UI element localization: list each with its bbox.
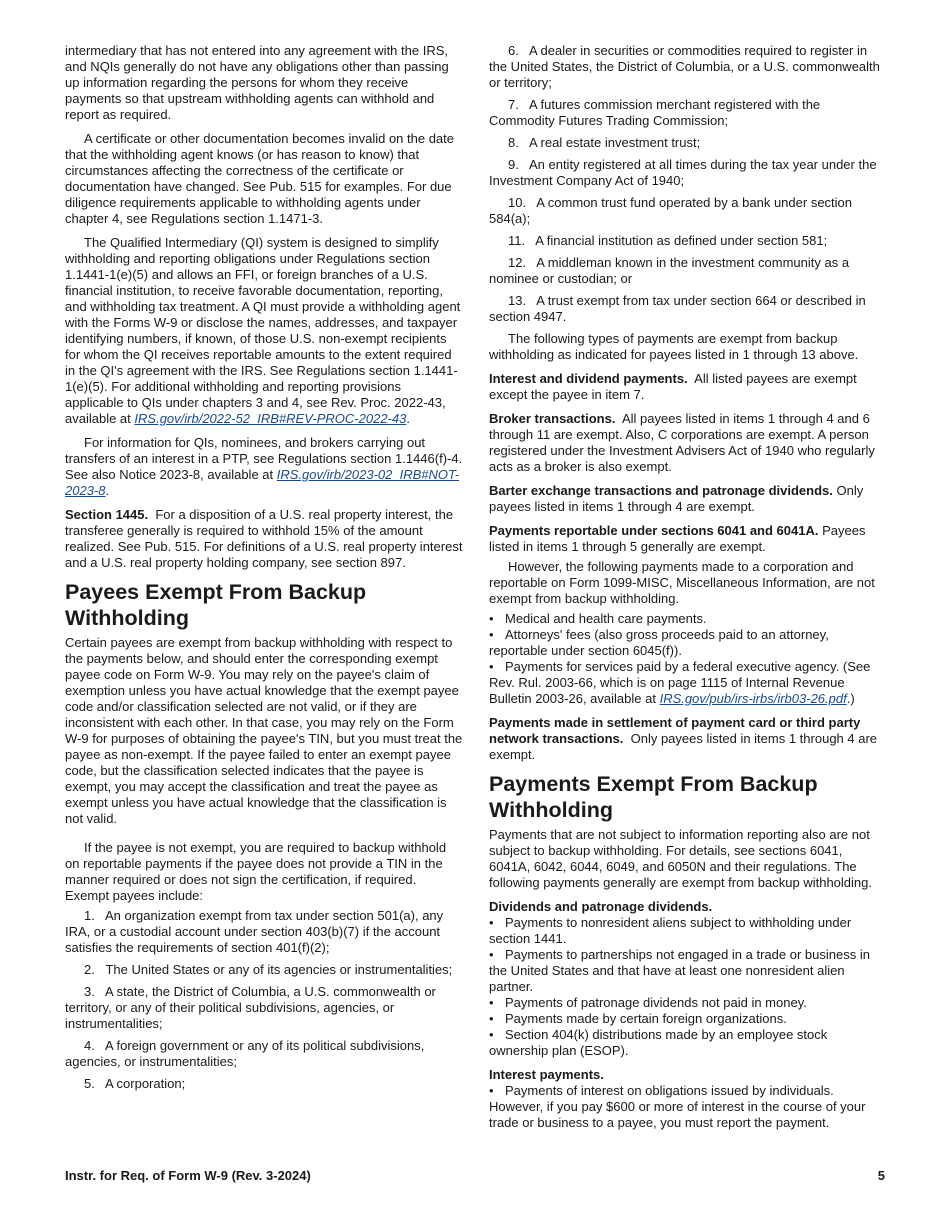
- item-text: A futures commission merchant registered with the Commodity Futures Trading Commission;: [489, 97, 821, 128]
- bullet-text: Medical and health care payments.: [505, 611, 707, 626]
- bullet-item: [489, 1027, 885, 1059]
- rev-proc-link[interactable]: IRS.gov/irb/2022-52_IRB#REV-PROC-2022-43: [134, 411, 407, 426]
- paragraph: The Qualified Intermediary (QI) system is designed to simplify withholding and reporting obligations under Regulations section 1.1441-1(e)(5) and allows an FFI, or foreign branches of a U.S. financial institution, to receive favorable documentation, reporting, and withholding tax treatment. A QI must provide a withholding agent with the Forms W-9 or disclose the names, addresses, and taxpayer identifying numbers, if known, of those U.S. non-exempt recipients for whom the QI receives reportable amounts to the extent required in the QI's agreement with the IRS. See Regulations section 1.1441-1(e)(5). For additional withholding and reporting provisions applicable to QIs under chapters 3 and 4, see Rev. Proc. 2022-43, available at IRS.gov/irb/2022-52_IRB#REV-PROC-2022-43.: [65, 235, 461, 426]
- bullet-text-close: .): [846, 691, 855, 706]
- payment-card-paragraph: [489, 715, 885, 763]
- paragraph: For information for QIs, nominees, and brokers carrying out transfers of an interest in a PTP, see Regulations section 1.1446(f)-4. See also Notice 2023-8, available at IRS.gov/irb/2023-02_IRB#NOT-2023-8.: [65, 435, 463, 498]
- bullet-icon: •: [489, 1027, 494, 1042]
- item-text: A corporation;: [104, 1076, 186, 1091]
- item-number: 8.: [508, 135, 519, 150]
- bullet-item: [489, 1083, 885, 1131]
- bullet-icon: •: [489, 947, 494, 962]
- bullet-item: [489, 947, 885, 995]
- list-item: [489, 97, 885, 129]
- paragraph-text: For information for QIs, nominees, and brokers carrying out transfers of an interest in a PTP, see Regulations section 1.1446(f)-4. See also Notice 2023-8, available at: [65, 435, 463, 482]
- bullet-icon: •: [489, 627, 494, 642]
- item-number: 10.: [508, 195, 527, 210]
- bullet-text: Payments of interest on obligations issued by individuals. However, if you pay $600 or more of interest in the course of your trade or business to a payee, you must report the payment.: [489, 1083, 866, 1130]
- paragraph-text: All payees listed in items 1 through 4 and 6 through 11 are exempt. Also, C corporations are exempt. A person registered under the Investment Advisers Act of 1940 who regularly acts as a broker is also exempt.: [489, 411, 875, 474]
- section-1445-paragraph: [65, 507, 463, 571]
- bullet-item: [489, 611, 885, 627]
- section-6041-paragraph: [489, 523, 885, 555]
- item-number: 13.: [508, 293, 527, 308]
- item-text: A trust exempt from tax under section 664 or described in section 4947.: [489, 293, 866, 324]
- list-item: [65, 1038, 463, 1070]
- broker-paragraph: [489, 411, 885, 475]
- run-in-heading: Barter exchange transactions and patronage dividends.: [489, 483, 833, 498]
- item-number: 3.: [84, 984, 95, 999]
- item-text: A real estate investment trust;: [528, 135, 701, 150]
- item-text: An organization exempt from tax under section 501(a), any IRA, or a custodial account under section 403(b)(7) if the account satisfies the requirements of section 401(f)(2);: [65, 908, 444, 955]
- item-text: A dealer in securities or commodities required to register in the United States, the District of Columbia, or a U.S. commonwealth or territory;: [489, 43, 880, 90]
- paragraph: Certain payees are exempt from backup withholding with respect to the payments below, and should enter the corresponding exempt payee code on Form W-9. You may rely on the payee's claim of exemption unless you have actual knowledge that the exempt payee code and/or classification selected are not valid, or if they are inconsistent with each other. In that case, you may rely on the Form W-9 for purposes of obtaining the payee's TIN, but you must treat the payee as non-exempt. If the payee failed to enter an exempt payee code, but the classification selected indicates that the payee is exempt, you may accept the classification and treat the payee as exempt unless you have actual knowledge that the classification is not valid.: [65, 635, 463, 826]
- list-item: [489, 233, 885, 249]
- bullet-icon: •: [489, 1011, 494, 1026]
- item-text: A common trust fund operated by a bank under section 584(a);: [489, 195, 853, 226]
- paragraph: Payments that are not subject to information reporting also are not subject to backup withholding. For details, see sections 6041, 6041A, 6042, 6044, 6049, and 6050N and their regulations. The following payments generally are exempt from backup withholding.: [489, 827, 872, 890]
- list-item: [489, 43, 885, 91]
- paragraph-text: Only payees listed in items 1 through 4 are exempt.: [489, 483, 864, 514]
- paragraph: However, the following payments made to a corporation and reportable on Form 1099-MISC, Miscellaneous Information, are not exempt from backup withholding.: [489, 559, 875, 606]
- list-item: [65, 984, 463, 1032]
- item-number: 2.: [84, 962, 95, 977]
- bullet-icon: •: [489, 659, 494, 674]
- paragraph: intermediary that has not entered into any agreement with the IRS, and NQIs generally do not have any obligations other than passing up information regarding the persons for whom they receive payments so that upstream withholding agents can withhold and report as required.: [65, 43, 449, 122]
- item-number: 12.: [508, 255, 527, 270]
- item-number: 9.: [508, 157, 519, 172]
- item-number: 6.: [508, 43, 519, 58]
- item-number: 5.: [84, 1076, 95, 1091]
- list-item: [65, 1076, 463, 1092]
- list-item: [489, 255, 885, 287]
- exempt-payee-list: [65, 908, 463, 1092]
- page-number: 5: [877, 1168, 885, 1183]
- list-item: [489, 135, 885, 151]
- dividend-bullets: [489, 915, 885, 1059]
- bullet-item: [489, 995, 885, 1011]
- bullet-item: [489, 659, 885, 707]
- bullet-icon: •: [489, 995, 494, 1010]
- run-in-heading: Section 1445.: [65, 507, 149, 522]
- bullet-text: Payments to partnerships not engaged in a trade or business in the United States and that have at least one nonresident alien partner.: [489, 947, 870, 994]
- bullet-text: Payments for services paid by a federal executive agency. (See Rev. Rul. 2003-66, which is on page 1115 of Internal Revenue Bulletin 2003-26, available at: [489, 659, 871, 706]
- item-text: The United States or any of its agencies or instrumentalities;: [105, 962, 453, 977]
- right-column: [489, 43, 885, 1131]
- bullet-icon: •: [489, 611, 494, 626]
- section-heading: Payees Exempt From Backup Withholding: [65, 580, 367, 630]
- paragraph-text: Only payees listed in items 1 through 4 are exempt.: [489, 731, 878, 762]
- item-text: A middleman known in the investment community as a nominee or custodian; or: [489, 255, 850, 286]
- paragraph: If the payee is not exempt, you are required to backup withhold on reportable payments if the payee does not provide a TIN in the manner required or does not sign the certification, if required. Exempt payees include:: [65, 840, 447, 903]
- list-item: [65, 908, 463, 956]
- subheading: Dividends and patronage dividends.: [489, 899, 713, 914]
- run-in-heading: Payments made in settlement of payment card or third party network transactions.: [489, 715, 861, 746]
- item-text: A state, the District of Columbia, a U.S. commonwealth or territory, or any of their political subdivisions, agencies, or instrumentalities;: [65, 984, 436, 1031]
- irb-link[interactable]: IRS.gov/pub/irs-irbs/irb03-26.pdf: [659, 691, 847, 706]
- item-number: 4.: [84, 1038, 95, 1053]
- paragraph-text: The Qualified Intermediary (QI) system is designed to simplify withholding and reporting obligations under Regulations section 1.1441-1(e)(5) and allows an FFI, or foreign branches of a U.S. financial institution, to receive favorable documentation, reporting, and withholding tax treatment. A QI must provide a withholding agent with the Forms W-9 or disclose the names, addresses, and taxpayer identifying numbers, if known, of those U.S. non-exempt recipients for whom the QI receives reportable amounts to the extent required in the QI's agreement with the IRS. See Regulations section 1.1441-1(e)(5). For additional withholding and reporting provisions applicable to QIs under chapters 3 and 4, see Rev. Proc. 2022-43, available at: [65, 235, 461, 426]
- subheading: Interest payments.: [489, 1067, 604, 1082]
- run-in-heading: Interest and dividend payments.: [489, 371, 688, 386]
- bullet-text: Payments to nonresident aliens subject to withholding under section 1441.: [489, 915, 852, 946]
- item-text: A financial institution as defined under section 581;: [535, 233, 828, 248]
- interest-bullets: [489, 1083, 885, 1131]
- paragraph-text: All listed payees are exempt except the payee in item 7.: [489, 371, 857, 402]
- list-item: [489, 195, 885, 227]
- left-column: [65, 43, 463, 1098]
- bullet-text: Section 404(k) distributions made by an employee stock ownership plan (ESOP).: [489, 1027, 828, 1058]
- run-in-heading: Broker transactions.: [489, 411, 616, 426]
- item-number: 11.: [508, 233, 526, 248]
- paragraph: The following types of payments are exempt from backup withholding as indicated for payees listed in 1 through 13 above.: [489, 331, 859, 362]
- list-item: [489, 293, 885, 325]
- bullet-item: [489, 1011, 885, 1027]
- bullet-text: Payments made by certain foreign organizations.: [505, 1011, 787, 1026]
- exempt-payee-list-continued: [489, 43, 885, 325]
- item-text: A foreign government or any of its political subdivisions, agencies, or instrumentalities;: [65, 1038, 425, 1069]
- bullet-text: Payments of patronage dividends not paid in money.: [505, 995, 807, 1010]
- item-number: 7.: [508, 97, 519, 112]
- item-text: An entity registered at all times during the tax year under the Investment Company Act of 1940;: [489, 157, 877, 188]
- paragraph: A certificate or other documentation becomes invalid on the date that the withholding agent knows (or has reason to know) that circumstances affecting the correctness of the certificate or documentation have changed. See Pub. 515 for examples. For due diligence requirements applicable to withholding agents under chapter 4, see Regulations section 1.1471-3.: [65, 131, 454, 226]
- interest-dividend-paragraph: [489, 371, 885, 403]
- item-number: 1.: [84, 908, 95, 923]
- bullet-icon: •: [489, 1083, 494, 1098]
- bullet-text: Attorneys' fees (also gross proceeds paid to an attorney, reportable under section 6045(f)).: [489, 627, 829, 658]
- list-item: [489, 157, 885, 189]
- run-in-heading: Payments reportable under sections 6041 and 6041A.: [489, 523, 819, 538]
- paragraph-text: For a disposition of a U.S. real property interest, the transferee generally is required to withhold 15% of the amount realized. See Pub. 515. For definitions of a U.S. real property interest and a U.S. real property holding company, see section 897.: [65, 507, 463, 570]
- notice-link[interactable]: IRS.gov/irb/2023-02_IRB#NOT-2023-8: [65, 467, 460, 498]
- paragraph-text: Payees listed in items 1 through 5 generally are exempt.: [489, 523, 866, 554]
- bullet-item: [489, 627, 885, 659]
- barter-paragraph: [489, 483, 885, 515]
- bullet-item: [489, 915, 885, 947]
- page-footer: [65, 1168, 885, 1183]
- bullet-icon: •: [489, 915, 494, 930]
- not-exempt-bullets: [489, 611, 885, 707]
- footer-title: Instr. for Req. of Form W-9 (Rev. 3-2024): [65, 1168, 311, 1183]
- section-heading: Payments Exempt From Backup Withholding: [489, 772, 818, 822]
- list-item: [65, 962, 463, 978]
